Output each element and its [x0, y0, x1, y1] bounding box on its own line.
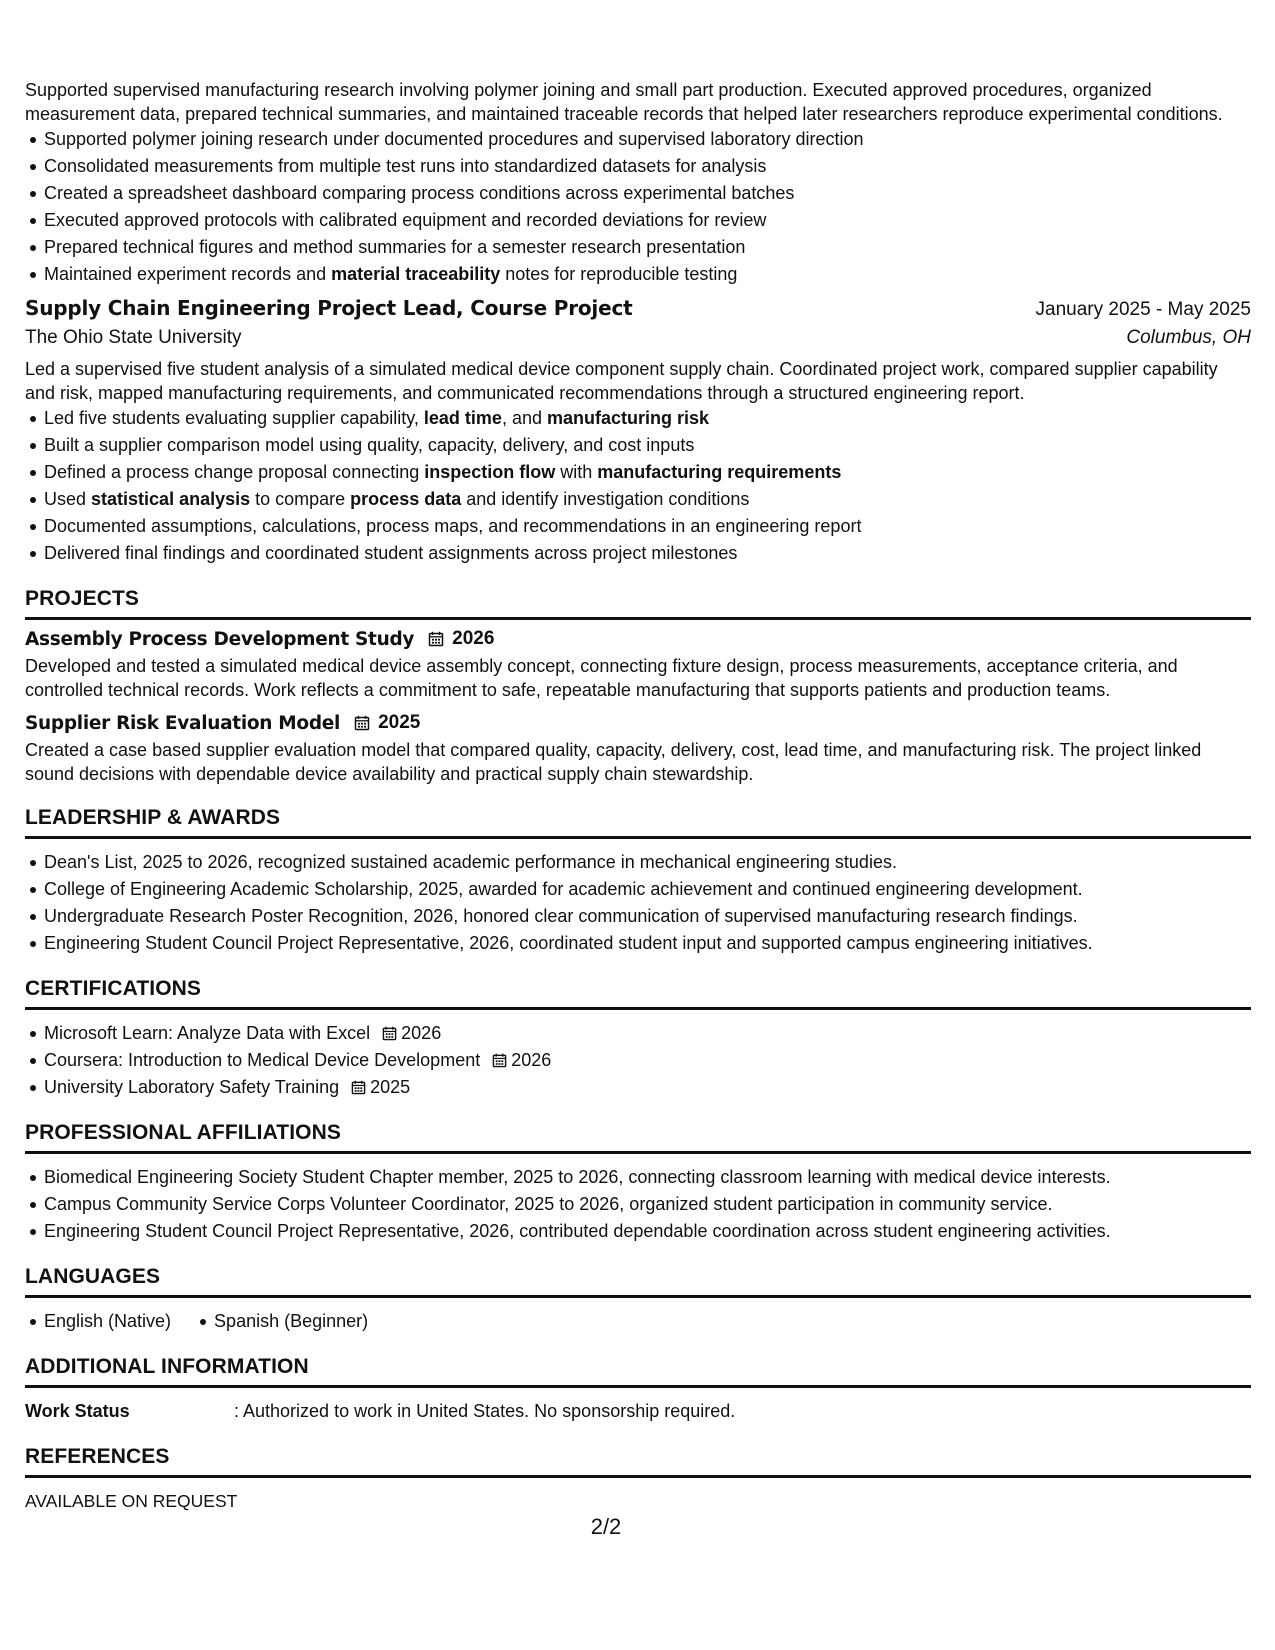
- bold-keyword: manufacturing requirements: [597, 462, 842, 482]
- text-segment: Executed approved protocols with calibrated equipment and recorded deviations for review: [44, 210, 767, 230]
- text-segment: Supported polymer joining research under documented procedures and supervised laboratory direction: [44, 129, 864, 149]
- text-segment: Consolidated measurements from multiple test runs into standardized datasets for analysis: [44, 156, 767, 176]
- text-segment: Led five students evaluating supplier capability,: [44, 408, 424, 428]
- calendar-icon: [382, 1026, 397, 1041]
- languages-section: [25, 1263, 1251, 1335]
- job-title: Supply Chain Engineering Project Lead, Course Project: [25, 296, 633, 320]
- job-dates: January 2025 - May 2025: [1035, 299, 1251, 320]
- section-heading: LANGUAGES: [25, 1263, 1251, 1298]
- resume-page: [25, 78, 1251, 1515]
- bold-keyword: manufacturing risk: [546, 408, 710, 428]
- list-item: [25, 405, 1251, 432]
- list-item: College of Engineering Academic Scholarship, 2025, awarded for academic achievement and continued engineering development.: [25, 876, 1251, 903]
- work-status-value: : Authorized to work in United States. No sponsorship required.: [234, 1401, 736, 1421]
- list-item: [25, 1047, 1251, 1074]
- job-summary: Led a supervised five student analysis of a simulated medical device component supply chain. Coordinated project work, compared supplier capability and risk, mapped manufacturing requirements, and communicated recommendations through a structured engineering report.: [25, 359, 1218, 403]
- text-segment: with: [555, 462, 598, 482]
- additional-section: [25, 1353, 1251, 1425]
- certification-name: Coursera: Introduction to Medical Device Development: [44, 1050, 481, 1070]
- project-year: 2026: [452, 628, 495, 649]
- calendar-icon: [428, 631, 444, 647]
- list-item: [25, 1020, 1251, 1047]
- certification-year: 2026: [401, 1023, 442, 1043]
- text-segment: notes for reproducible testing: [500, 264, 738, 284]
- text-segment: Prepared technical figures and method summaries for a semester research presentation: [44, 237, 746, 257]
- text-segment: Used: [44, 489, 92, 509]
- references-text: AVAILABLE ON REQUEST: [25, 1491, 238, 1511]
- text-segment: to compare: [250, 489, 351, 509]
- calendar-icon: [354, 715, 370, 731]
- section-heading: LEADERSHIP & AWARDS: [25, 804, 1251, 839]
- experience-summary: Supported supervised manufacturing research involving polymer joining and small part production. Executed approved procedures, organized measurement data, prepared technical summaries, and maintained traceable records that helped later researchers reproduce experimental conditions.: [25, 80, 1223, 124]
- list-item: Campus Community Service Corps Volunteer Coordinator, 2025 to 2026, organized student participation in community service.: [25, 1191, 1251, 1218]
- experience-bullets: [25, 126, 1251, 288]
- certifications-list: [25, 1020, 1251, 1101]
- job-bullets: [25, 405, 1251, 567]
- calendar-icon: [492, 1053, 507, 1068]
- bold-keyword: inspection flow: [424, 462, 556, 482]
- work-status-row: [25, 1398, 1251, 1425]
- list-item: Engineering Student Council Project Representative, 2026, coordinated student input and supported campus engineering initiatives.: [25, 930, 1251, 957]
- job-subheader: [25, 327, 1251, 349]
- project-description: Created a case based supplier evaluation model that compared quality, capacity, delivery, cost, lead time, and manufacturing risk. The project linked sound decisions with dependable device availability and practical supply chain stewardship.: [25, 740, 1202, 784]
- project-year: 2025: [378, 712, 421, 733]
- job-entry: [25, 296, 1251, 567]
- list-item: Dean's List, 2025 to 2026, recognized sustained academic performance in mechanical engineering studies.: [25, 849, 1251, 876]
- text-segment: Defined a process change proposal connecting: [44, 462, 425, 482]
- text-segment: Delivered final findings and coordinated student assignments across project milestones: [44, 543, 738, 563]
- leadership-section: [25, 804, 1251, 957]
- job-location: Columbus, OH: [1126, 327, 1251, 348]
- list-item: [25, 459, 1251, 486]
- list-item: Engineering Student Council Project Representative, 2026, contributed dependable coordination across student engineering activities.: [25, 1218, 1251, 1245]
- list-item: [25, 153, 1251, 180]
- leadership-list: [25, 849, 1251, 957]
- project-description: Developed and tested a simulated medical device assembly concept, connecting fixture design, process measurements, acceptance criteria, and controlled technical records. Work reflects a commitment to safe, repeatable manufacturing that supports patients and production teams.: [25, 656, 1178, 700]
- certifications-section: [25, 975, 1251, 1101]
- bold-keyword: process data: [350, 489, 462, 509]
- list-item: [25, 432, 1251, 459]
- text-segment: Documented assumptions, calculations, process maps, and recommendations in an engineering report: [44, 516, 862, 536]
- project-item: [25, 628, 1251, 702]
- references-section: [25, 1443, 1251, 1515]
- certification-name: Microsoft Learn: Analyze Data with Excel: [44, 1023, 371, 1043]
- text-segment: and identify investigation conditions: [461, 489, 750, 509]
- bold-keyword: material traceability: [331, 264, 501, 284]
- section-heading: PROJECTS: [25, 585, 1251, 620]
- list-item: [25, 126, 1251, 153]
- list-item: Biomedical Engineering Society Student Chapter member, 2025 to 2026, connecting classroom learning with medical device interests.: [25, 1164, 1251, 1191]
- list-item: [25, 261, 1251, 288]
- bold-keyword: statistical analysis: [91, 489, 251, 509]
- project-title: Assembly Process Development Study: [25, 628, 415, 650]
- work-status-label: Work Status: [25, 1401, 130, 1421]
- list-item: [25, 207, 1251, 234]
- list-item: [25, 513, 1251, 540]
- text-segment: Maintained experiment records and: [44, 264, 332, 284]
- certification-name: University Laboratory Safety Training: [44, 1077, 340, 1097]
- languages-list: [25, 1308, 1251, 1335]
- list-item: [25, 180, 1251, 207]
- projects-section: [25, 585, 1251, 786]
- calendar-icon: [351, 1080, 366, 1095]
- text-segment: Built a supplier comparison model using quality, capacity, delivery, and cost inputs: [44, 435, 695, 455]
- affiliations-list: [25, 1164, 1251, 1245]
- job-header: [25, 296, 1251, 321]
- language-item: Spanish (Beginner): [195, 1308, 368, 1335]
- project-item: [25, 712, 1251, 786]
- list-item: [25, 540, 1251, 567]
- language-item: English (Native): [25, 1308, 171, 1335]
- text-segment: Created a spreadsheet dashboard comparing process conditions across experimental batches: [44, 183, 795, 203]
- project-header: [25, 628, 1251, 650]
- section-heading: PROFESSIONAL AFFILIATIONS: [25, 1119, 1251, 1154]
- list-item: [25, 486, 1251, 513]
- section-heading: REFERENCES: [25, 1443, 1251, 1478]
- job-organization: The Ohio State University: [25, 327, 242, 348]
- list-item: Undergraduate Research Poster Recognition, 2026, honored clear communication of supervised manufacturing research findings.: [25, 903, 1251, 930]
- section-heading: CERTIFICATIONS: [25, 975, 1251, 1010]
- list-item: [25, 1074, 1251, 1101]
- section-heading: ADDITIONAL INFORMATION: [25, 1353, 1251, 1388]
- certification-year: 2026: [511, 1050, 552, 1070]
- bold-keyword: lead time: [423, 408, 502, 428]
- certification-year: 2025: [370, 1077, 411, 1097]
- affiliations-section: [25, 1119, 1251, 1245]
- list-item: [25, 234, 1251, 261]
- page-number: 2/2: [590, 1514, 622, 1539]
- project-header: [25, 712, 1251, 734]
- experience-continuation: [25, 78, 1251, 288]
- project-title: Supplier Risk Evaluation Model: [25, 712, 341, 734]
- text-segment: , and: [501, 408, 547, 428]
